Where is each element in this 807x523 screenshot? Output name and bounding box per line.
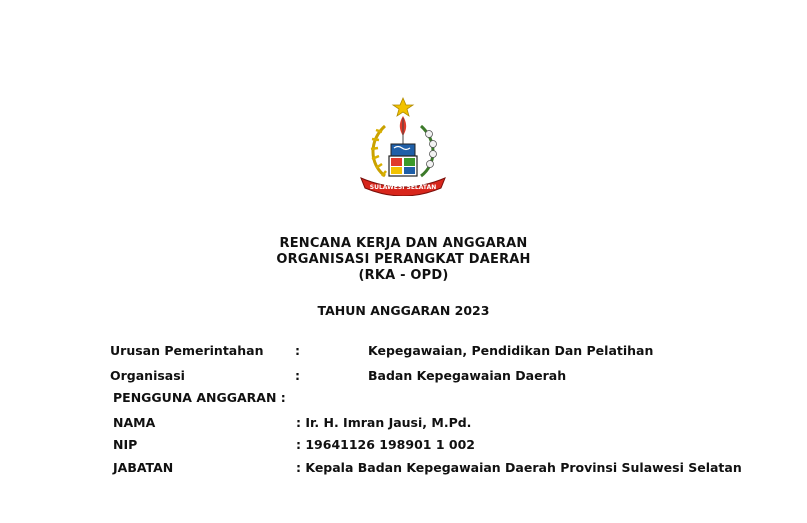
sulawesi-selatan-emblem-icon: [355, 96, 451, 196]
organisasi-label: Organisasi: [110, 368, 185, 383]
jabatan-label: JABATAN: [113, 460, 174, 475]
urusan-label: Urusan Pemerintahan: [110, 343, 264, 358]
organisasi-value: Badan Kepegawaian Daerah: [368, 368, 567, 383]
document-title-line-2: ORGANISASI PERANGKAT DAERAH: [276, 252, 531, 267]
emblem-banner-text: SULAWESI SELATAN: [369, 184, 437, 191]
urusan-colon: :: [295, 343, 300, 358]
nama-value: : Ir. H. Imran Jausi, M.Pd.: [296, 415, 472, 430]
nip-label: NIP: [113, 437, 138, 452]
jabatan-value: : Kepala Badan Kepegawaian Daerah Provinsi Sulawesi Selatan: [296, 460, 742, 475]
budget-user-heading: PENGGUNA ANGGARAN :: [113, 390, 286, 405]
organisasi-colon: :: [295, 368, 300, 383]
nip-value: : 19641126 198901 1 002: [296, 437, 475, 452]
nama-label: NAMA: [113, 415, 156, 430]
urusan-value: Kepegawaian, Pendidikan Dan Pelatihan: [368, 343, 654, 358]
fiscal-year: TAHUN ANGGARAN 2023: [317, 303, 490, 318]
document-title-line-1: RENCANA KERJA DAN ANGGARAN: [279, 236, 528, 251]
document-title-line-3: (RKA - OPD): [358, 268, 449, 283]
